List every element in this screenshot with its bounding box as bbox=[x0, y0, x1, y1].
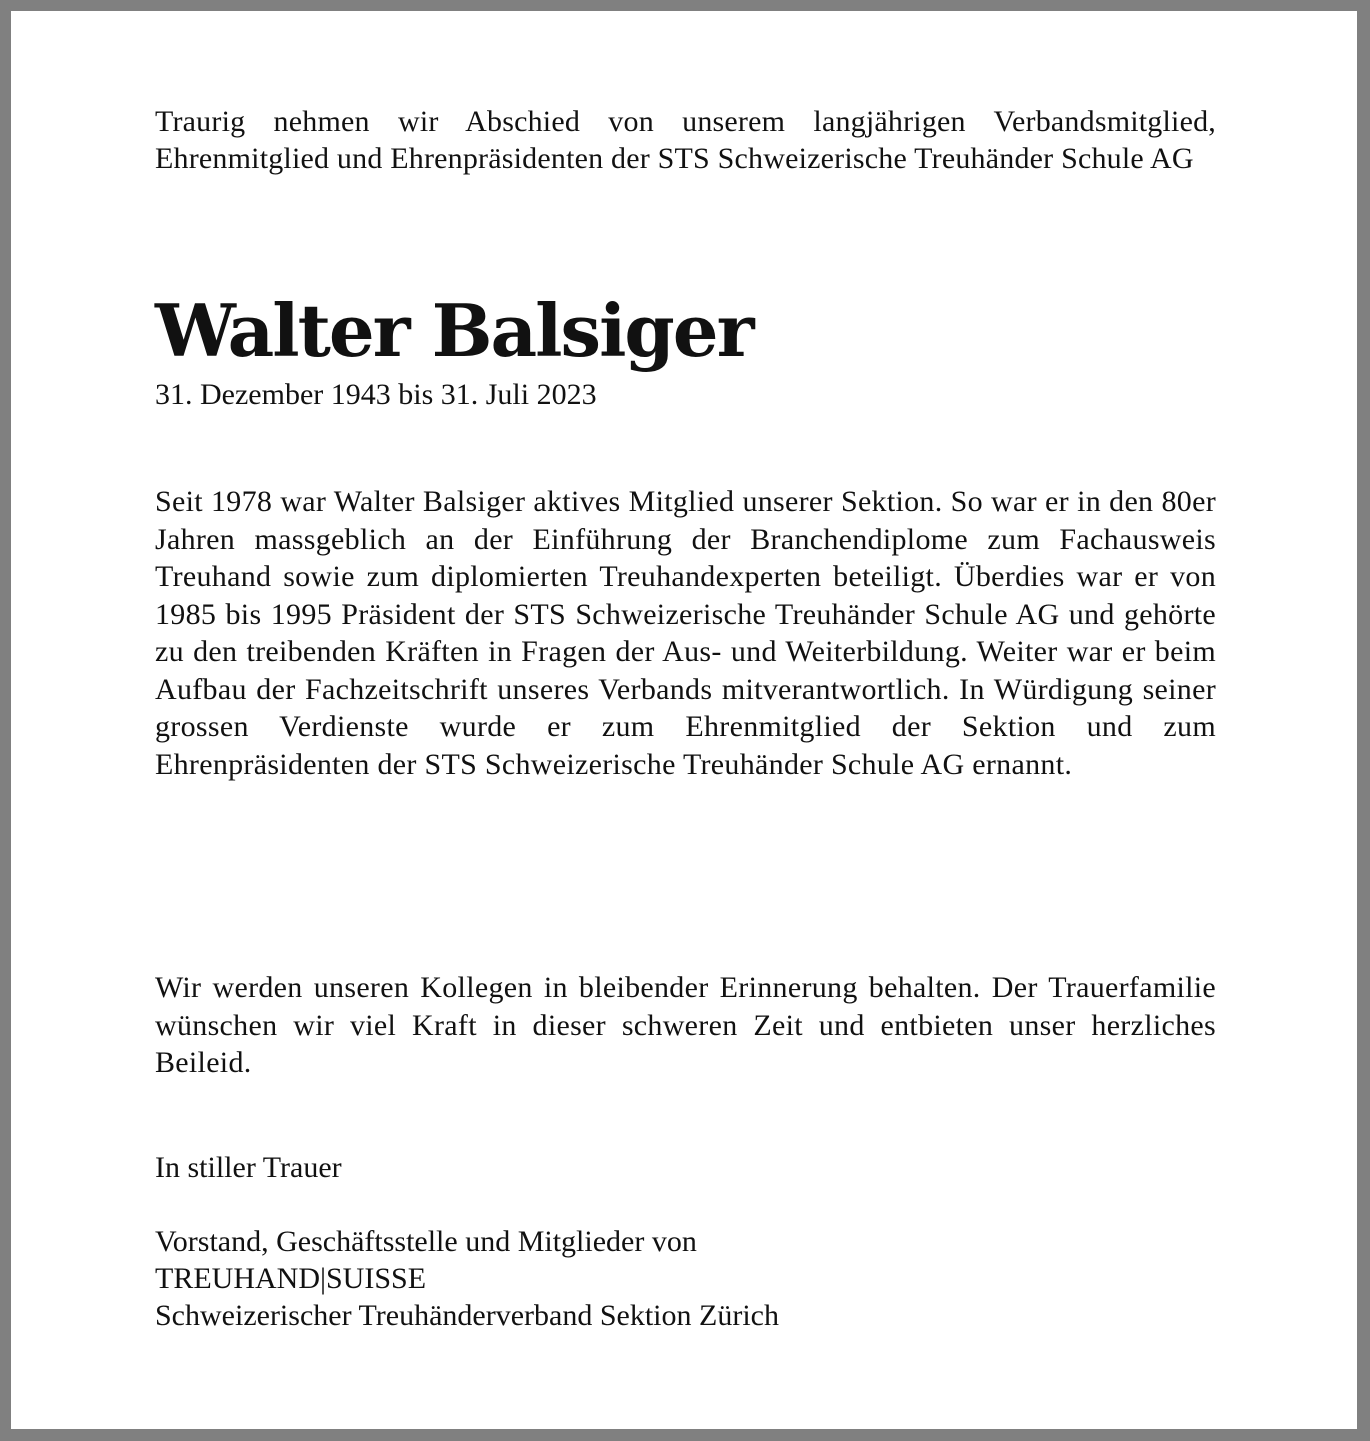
signature-line-3: Schweizerischer Treuhänderverband Sektion Zürich bbox=[155, 1299, 779, 1332]
signature-organization: TREUHAND|SUISSE bbox=[155, 1262, 427, 1295]
obituary-page bbox=[11, 11, 1357, 1429]
signature-line-1: Vorstand, Geschäftsstelle und Mitglieder von bbox=[155, 1225, 697, 1258]
intro-paragraph: Traurig nehmen wir Abschied von unserem langjährigen Verbandsmitglied, Ehrenmitglied und Ehrenpräsidenten der STS Schweizerische Treuhänder Schule AG bbox=[155, 105, 1216, 175]
biography-paragraph: Seit 1978 war Walter Balsiger aktives Mitglied unserer Sektion. So war er in den 80er Jahren massgeblich an der Einführung der Branchendiplome zum Fachausweis Treuhand sowie zum diplomierten Treuhandexperten beteiligt. Überdies war er von 1985 bis 1995 Präsident der STS Schweizerische Treuhänder Schule AG und gehörte zu den treibenden Kräften in Fragen der Aus- und Weiterbildung. Weiter war er beim Aufbau der Fachzeitschrift unseres Verbands mitverantwortlich. In Würdigung seiner grossen Verdienste wurde er zum Ehrenmitglied der Sektion und zum Ehrenpräsidenten der STS Schweizerische Treuhänder Schule AG ernannt. bbox=[155, 485, 1216, 781]
signature-block bbox=[155, 1223, 1216, 1334]
life-dates: 31. Dezember 1943 bis 31. Juli 2023 bbox=[155, 378, 597, 411]
mourning-line: In stiller Trauer bbox=[155, 1151, 342, 1184]
condolence-paragraph: Wir werden unseren Kollegen in bleibender Erinnerung behalten. Der Trauerfamilie wünschen wir viel Kraft in dieser schweren Zeit und entbieten unser herzliches Beileid. bbox=[155, 971, 1216, 1079]
deceased-name: Walter Balsiger bbox=[155, 288, 753, 373]
